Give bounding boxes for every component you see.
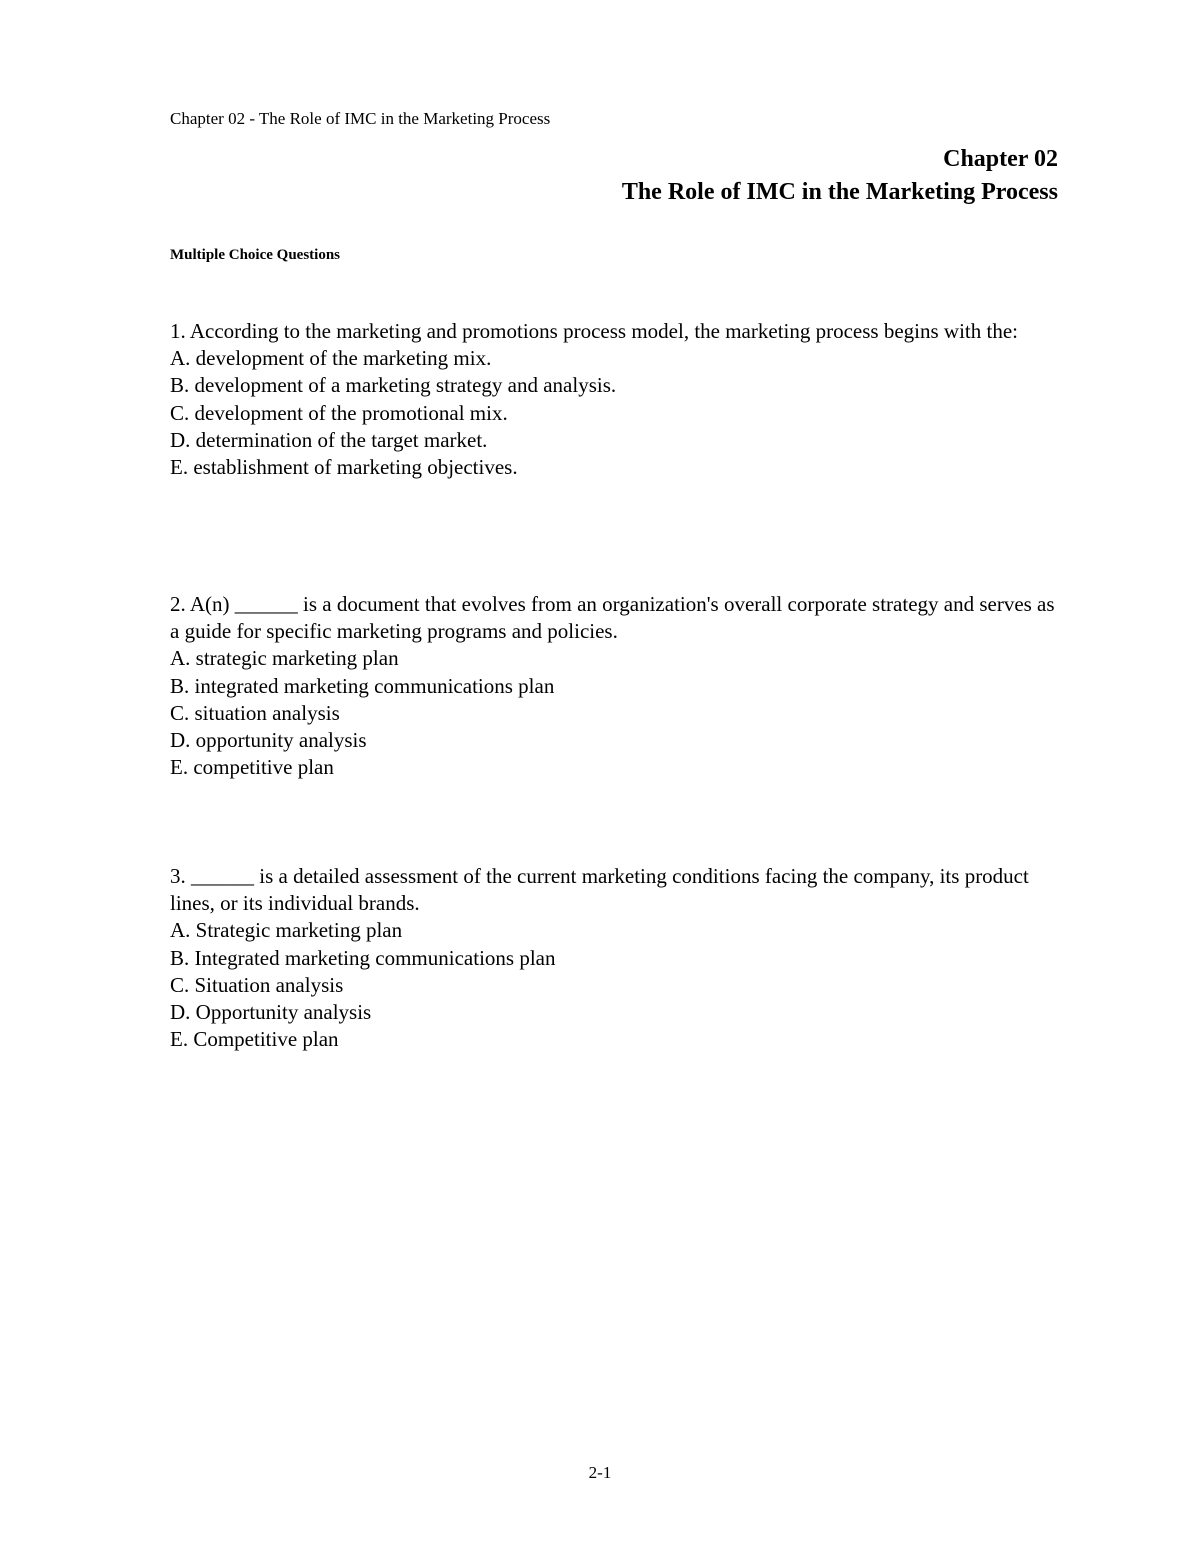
question-stem: 3. ______ is a detailed assessment of the current marketing conditions facing the company, its product lines, or its individual brands. (170, 864, 1029, 916)
question-3 (170, 863, 1060, 1053)
section-title: Multiple Choice Questions (170, 247, 341, 263)
running-header: Chapter 02 - The Role of IMC in the Marketing Process (170, 109, 551, 128)
page-number: 2-1 (588, 1463, 612, 1482)
answer-option-d: D. Opportunity analysis (170, 1000, 372, 1025)
answer-option-e: E. competitive plan (170, 755, 334, 780)
chapter-title: The Role of IMC in the Marketing Process (621, 179, 1058, 205)
answer-option-c: C. situation analysis (170, 700, 340, 725)
chapter-heading (622, 143, 1058, 209)
answer-option-c: C. development of the promotional mix. (170, 400, 508, 425)
chapter-number: Chapter 02 (943, 146, 1058, 172)
answer-option-a: A. strategic marketing plan (170, 646, 399, 671)
answer-option-b: B. integrated marketing communications plan (170, 673, 555, 698)
question-stem: 1. According to the marketing and promotions process model, the marketing process begins with the: (170, 319, 1018, 343)
question-2 (170, 591, 1060, 781)
answer-option-b: B. Integrated marketing communications plan (170, 945, 556, 970)
question-stem: 2. A(n) ______ is a document that evolves from an organization's overall corporate strategy and serves as a guide for specific marketing programs and policies. (170, 592, 1055, 644)
answer-option-a: A. development of the marketing mix. (170, 346, 492, 371)
answer-option-d: D. opportunity analysis (170, 728, 367, 753)
answer-option-a: A. Strategic marketing plan (170, 918, 403, 943)
answer-option-d: D. determination of the target market. (170, 427, 488, 452)
answer-option-e: E. establishment of marketing objectives. (170, 455, 518, 480)
answer-option-b: B. development of a marketing strategy and analysis. (170, 373, 617, 398)
question-1 (170, 318, 1060, 481)
answer-option-c: C. Situation analysis (170, 972, 344, 997)
answer-option-e: E. Competitive plan (170, 1027, 339, 1052)
